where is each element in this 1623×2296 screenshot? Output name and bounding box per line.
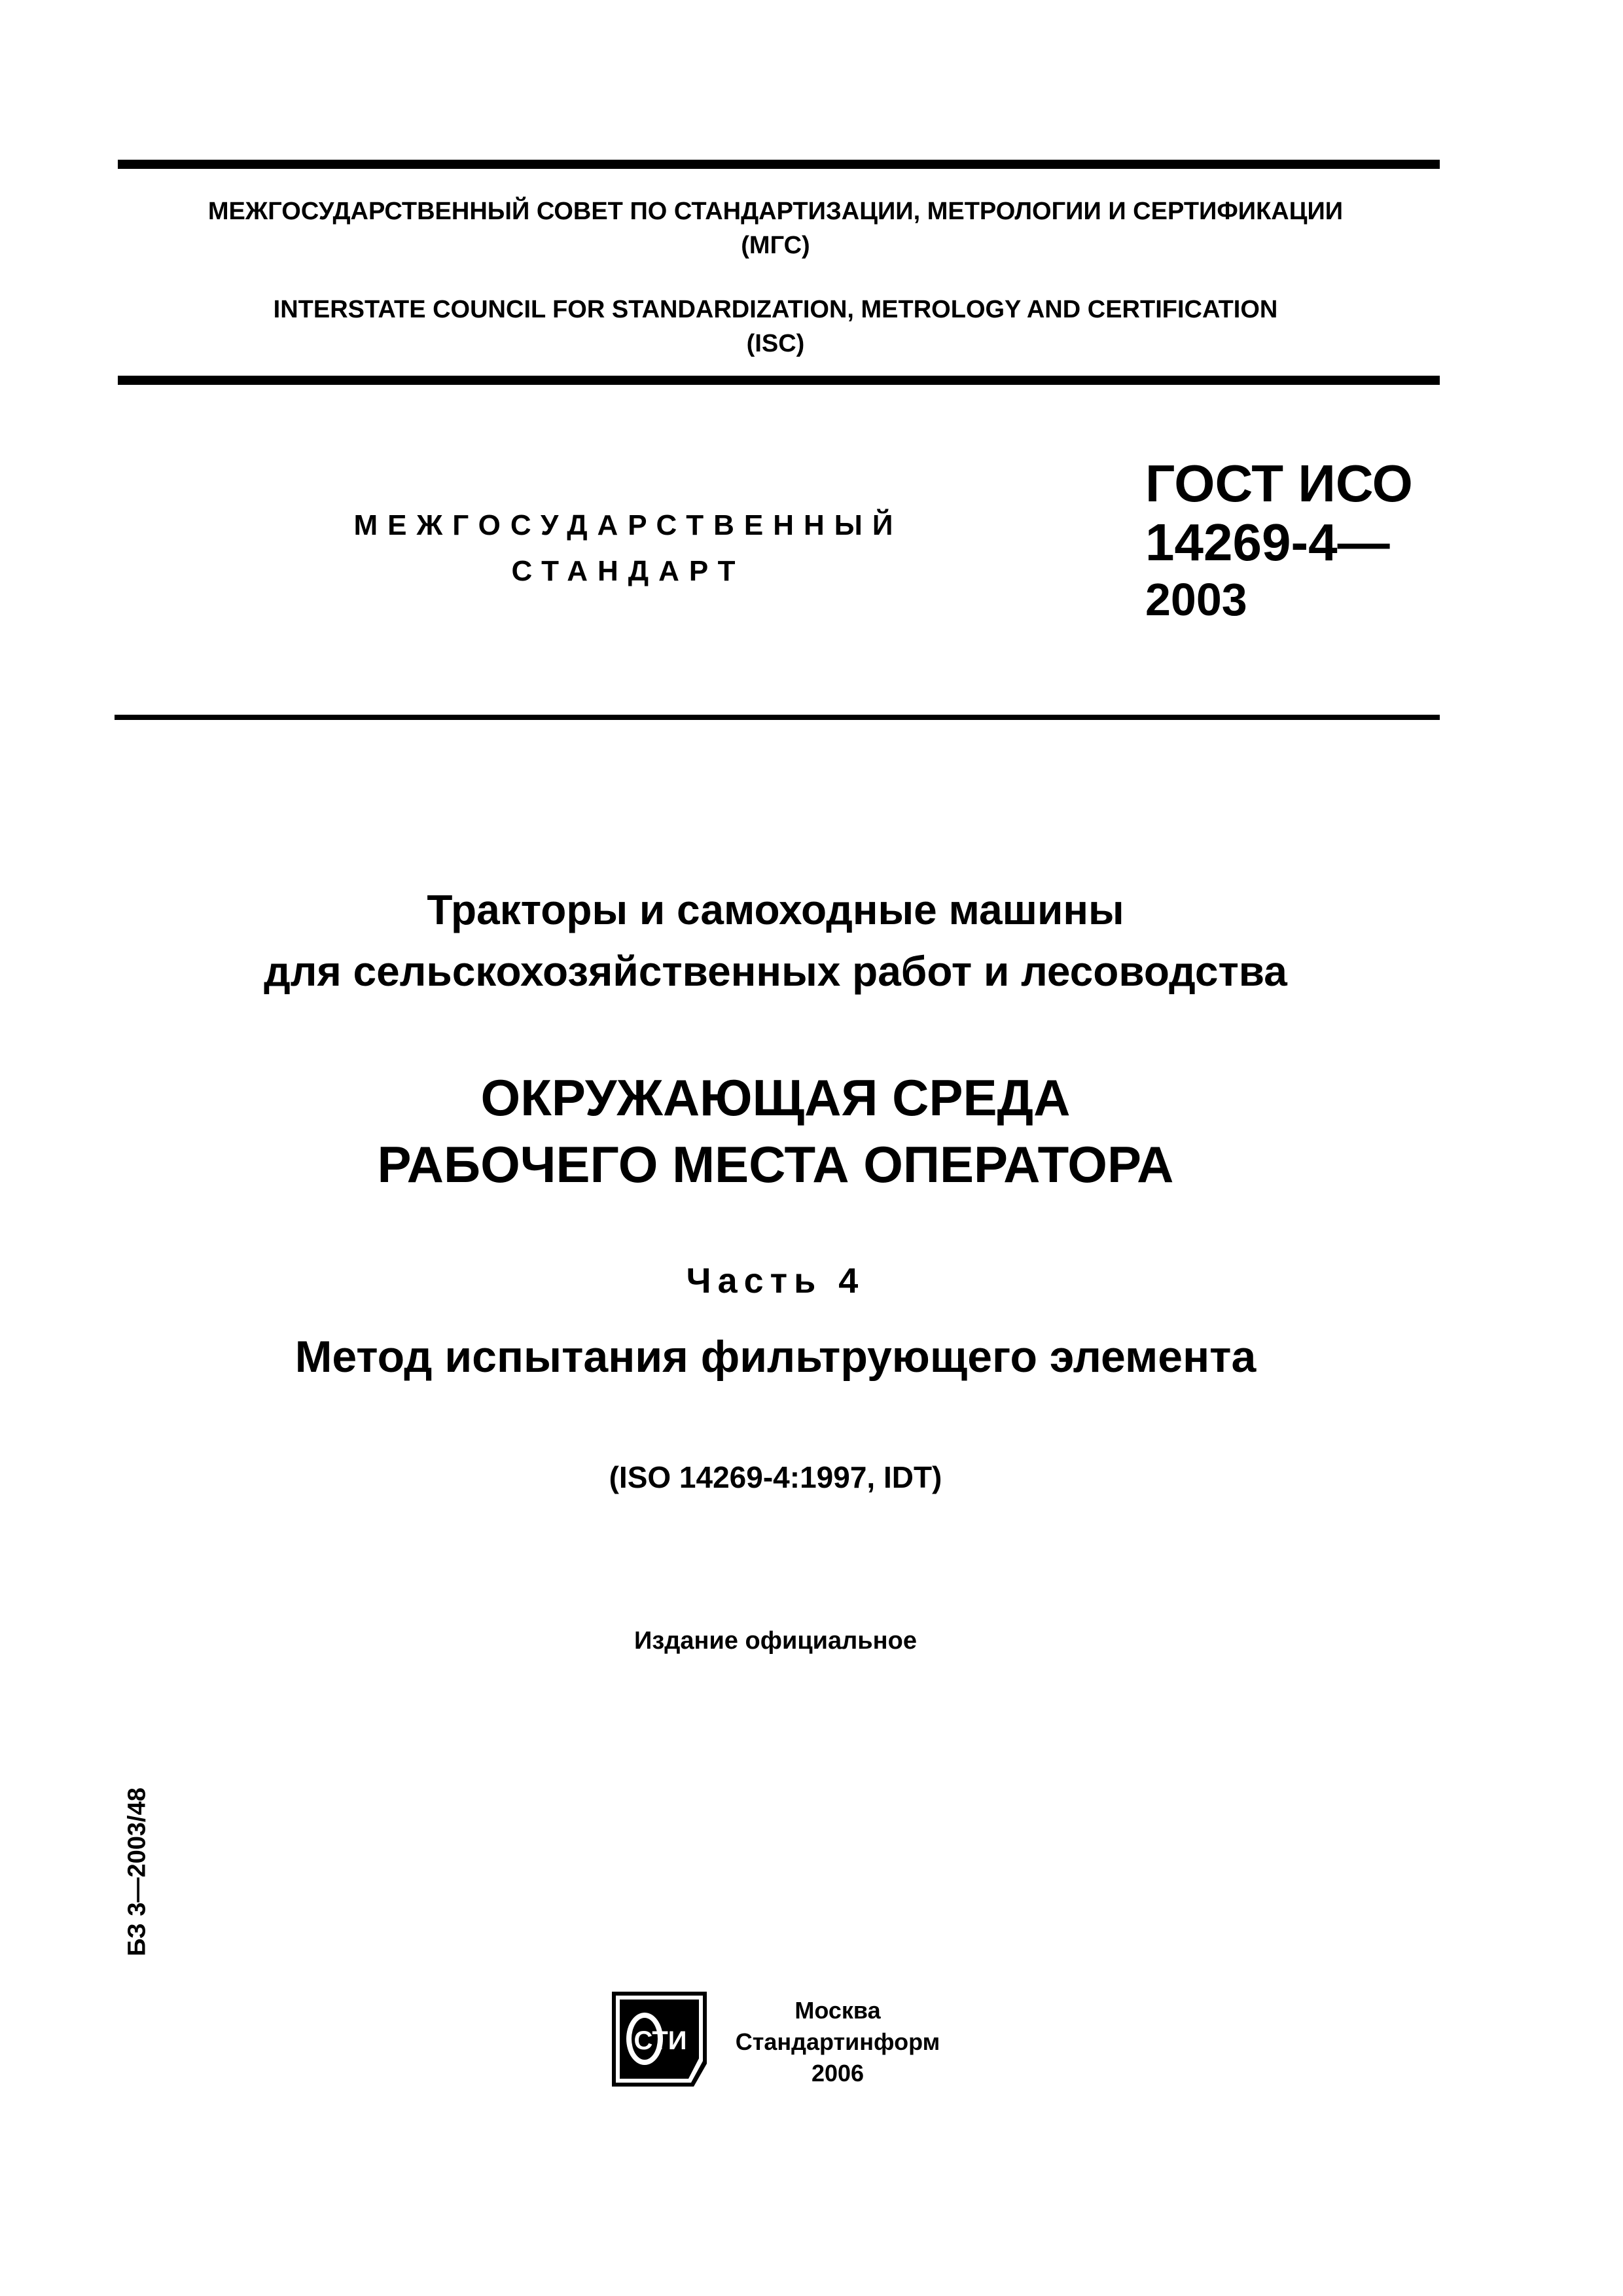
title-part-label: Часть 4 [686, 1261, 865, 1300]
designation-line1: ГОСТ ИСО [1145, 454, 1413, 512]
standard-type-line1: МЕЖГОСУДАРСТВЕННЫЙ [353, 509, 903, 541]
title-heading-line1: ОКРУЖАЮЩАЯ СРЕДА [480, 1069, 1071, 1126]
title-heading-line2: РАБОЧЕГО МЕСТА ОПЕРАТОРА [377, 1136, 1174, 1193]
title-subject-line2: для сельскохозяйственных работ и лесоводства [264, 948, 1287, 995]
council-bottom-rule [118, 376, 1440, 385]
standard-type-line2: СТАНДАРТ [511, 555, 745, 587]
logo-text: СТИ [633, 2026, 687, 2055]
publisher-year: 2006 [811, 2060, 865, 2087]
publisher-city: Москва [794, 1997, 881, 2024]
designation-line3: 2003 [1145, 574, 1247, 625]
stis-publisher-logo-icon [612, 1992, 707, 2087]
publisher-block [726, 1995, 949, 2089]
standard-designation [1145, 454, 1538, 627]
designation-line2: 14269-4— [1145, 513, 1390, 571]
header-bottom-rule [115, 715, 1440, 720]
side-catalog-code: БЗ 3—2003/48 [123, 1787, 151, 1956]
title-subject-line1: Тракторы и самоходные машины [427, 886, 1124, 933]
council-en-name: INTERSTATE COUNCIL FOR STANDARDIZATION, METROLOGY AND CERTIFICATION [273, 296, 1278, 323]
title-part-title: Метод испытания фильтрующего элемента [294, 1332, 1257, 1382]
edition-label: Издание официальное [634, 1627, 917, 1655]
council-ru-abbr: (МГС) [741, 232, 810, 259]
iso-reference: (ISO 14269-4:1997, IDT) [609, 1460, 942, 1494]
council-en-abbr: (ISC) [746, 330, 805, 357]
publisher-name: Стандартинформ [735, 2028, 940, 2055]
top-rule [118, 160, 1440, 169]
council-ru-name: МЕЖГОСУДАРСТВЕННЫЙ СОВЕТ ПО СТАНДАРТИЗАЦИИ, МЕТРОЛОГИИ И СЕРТИФИКАЦИИ [207, 198, 1344, 225]
